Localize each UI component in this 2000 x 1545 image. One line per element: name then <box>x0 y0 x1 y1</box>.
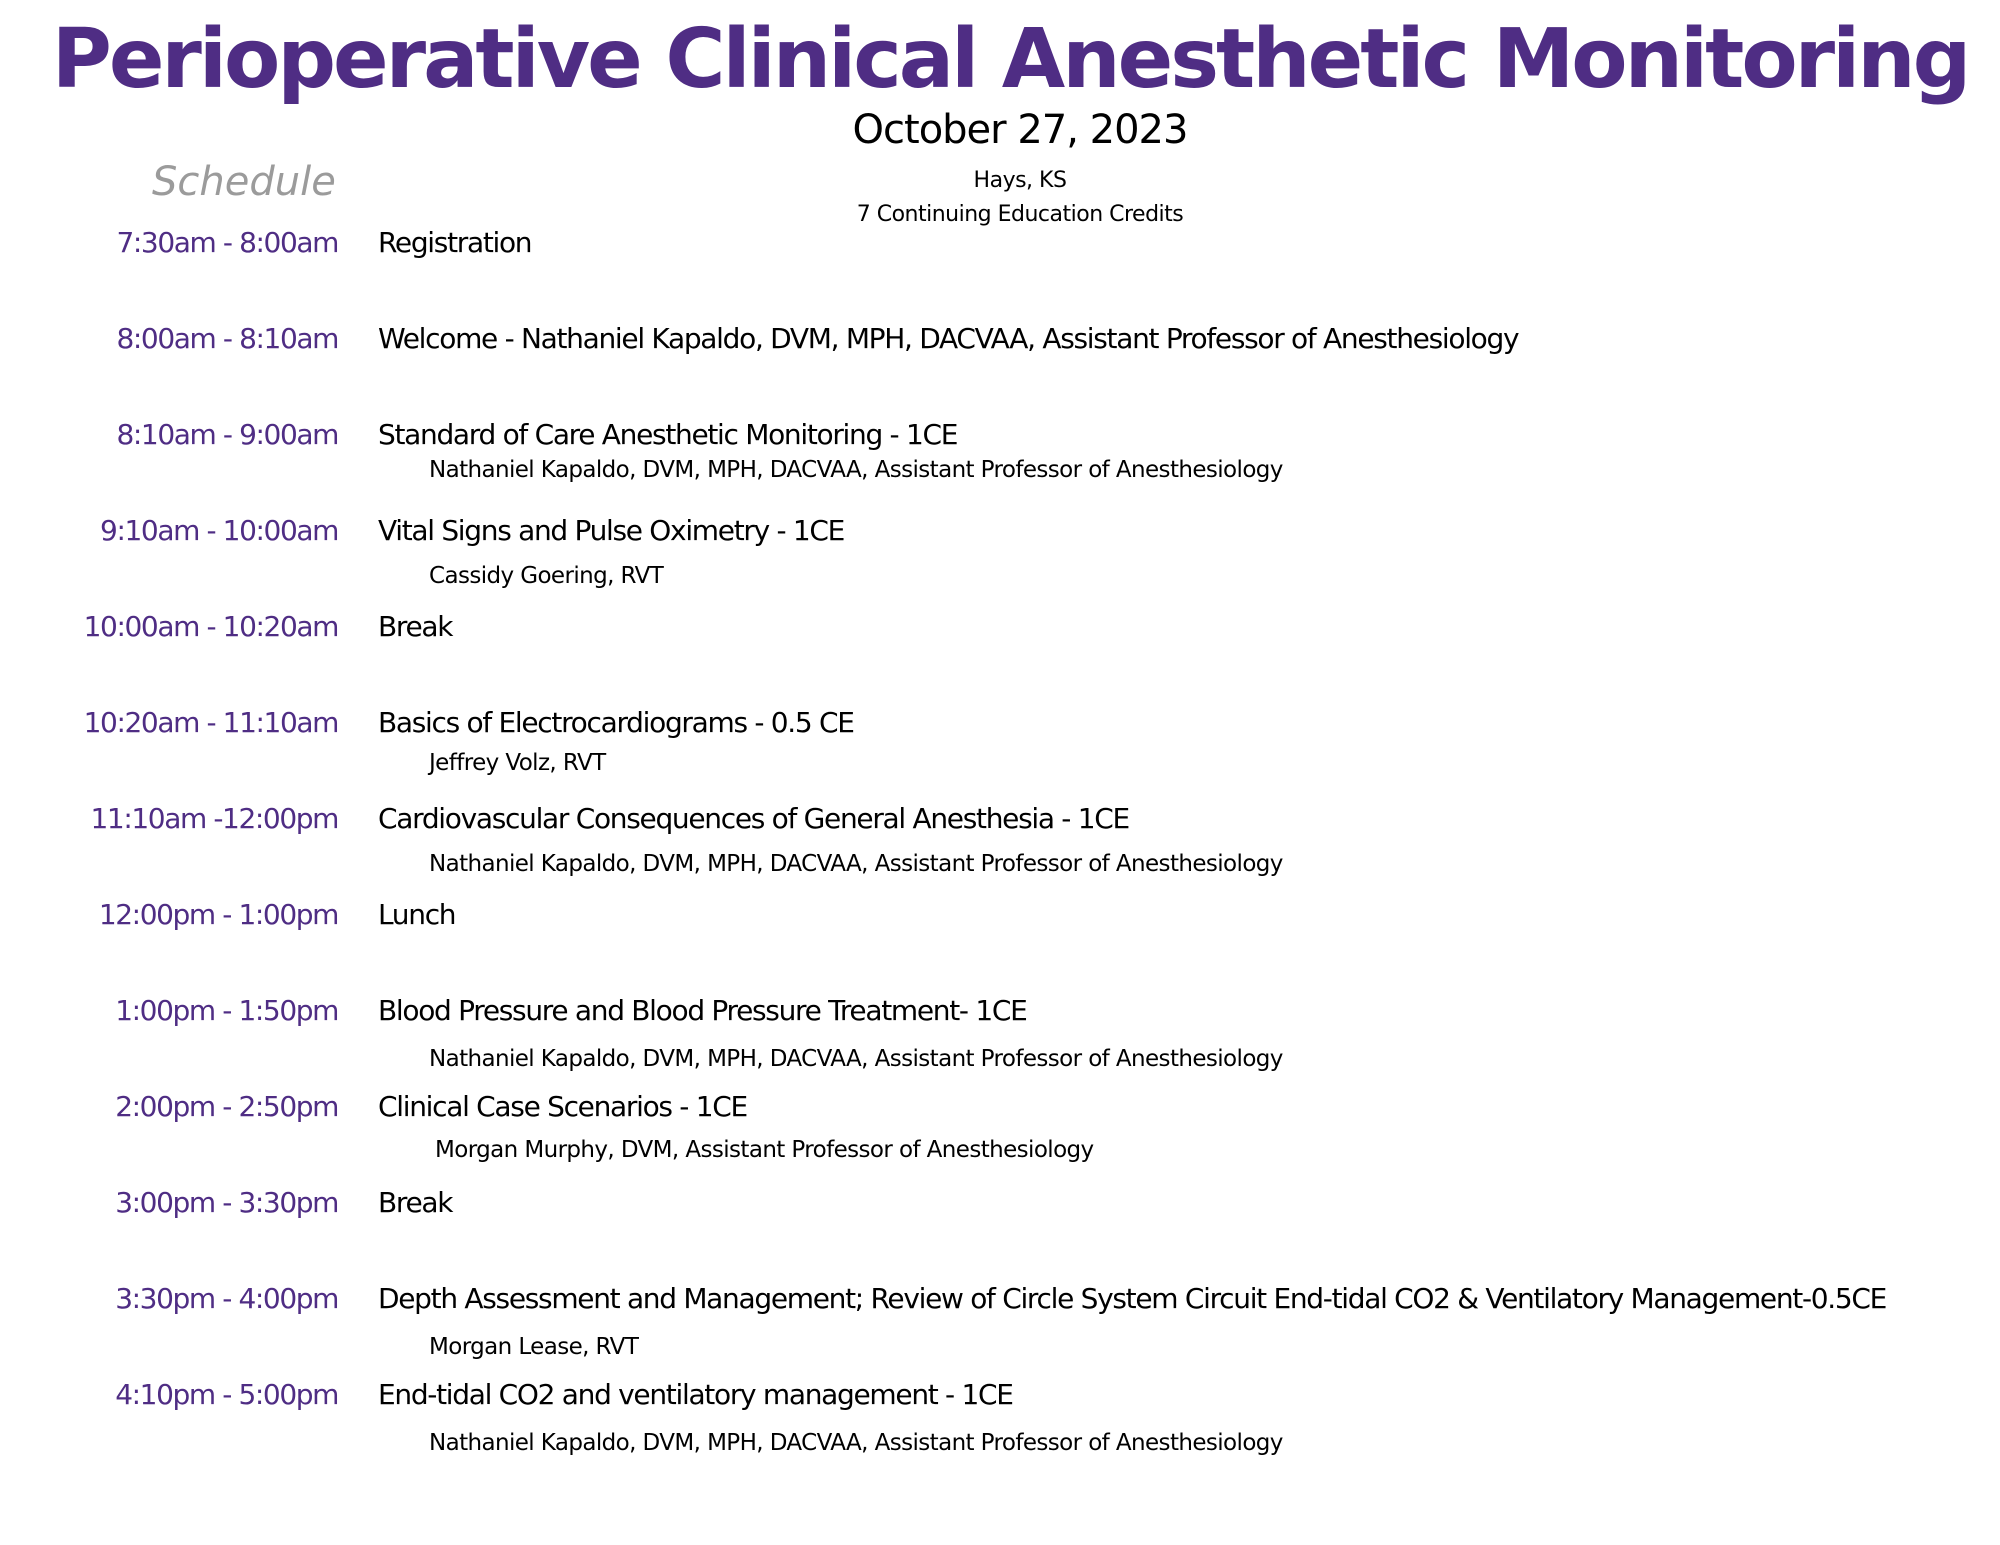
session-time: 11:10am -12:00pm <box>90 802 338 835</box>
session-time: 3:30pm - 4:00pm <box>115 1282 338 1315</box>
session-title: Blood Pressure and Blood Pressure Treatment- 1CE <box>378 994 1027 1027</box>
session-title: Lunch <box>378 898 456 931</box>
session-title: Basics of Electrocardiograms - 0.5 CE <box>378 706 854 739</box>
session-speaker: Nathaniel Kapaldo, DVM, MPH, DACVAA, Assistant Professor of Anesthesiology <box>429 457 1283 483</box>
session-title: Break <box>378 610 453 643</box>
event-credits: 7 Continuing Education Credits <box>856 202 1184 227</box>
schedule-row-standard-of-care <box>0 415 2000 455</box>
session-speaker: Nathaniel Kapaldo, DVM, MPH, DACVAA, Assistant Professor of Anesthesiology <box>429 1046 1283 1072</box>
session-title: Clinical Case Scenarios - 1CE <box>378 1090 747 1123</box>
schedule-row-cardiovascular <box>0 799 2000 839</box>
session-speaker: Nathaniel Kapaldo, DVM, MPH, DACVAA, Assistant Professor of Anesthesiology <box>429 851 1283 877</box>
session-title: End-tidal CO2 and ventilatory management - 1CE <box>378 1378 1013 1411</box>
session-title: Depth Assessment and Management; Review of Circle System Circuit End-tidal CO2 & Ventilatory Management-0.5CE <box>378 1282 1887 1315</box>
schedule-row-registration <box>0 223 2000 263</box>
session-speaker: Morgan Murphy, DVM, Assistant Professor of Anesthesiology <box>435 1137 1094 1163</box>
schedule-row-clinical-cases <box>0 1087 2000 1127</box>
session-title: Registration <box>378 226 532 259</box>
schedule-row-break-morning <box>0 607 2000 647</box>
session-time: 8:00am - 8:10am <box>116 322 338 355</box>
schedule-row-electrocardiograms <box>0 703 2000 743</box>
session-time: 10:20am - 11:10am <box>83 706 338 739</box>
session-title: Welcome - Nathaniel Kapaldo, DVM, MPH, DACVAA, Assistant Professor of Anesthesiology <box>378 322 1519 355</box>
schedule-row-depth-assessment <box>0 1279 2000 1319</box>
session-speaker: Jeffrey Volz, RVT <box>429 750 606 776</box>
session-time: 8:10am - 9:00am <box>116 418 338 451</box>
schedule-row-lunch <box>0 895 2000 935</box>
session-title: Standard of Care Anesthetic Monitoring - 1CE <box>378 418 958 451</box>
schedule-heading: Schedule <box>152 159 336 205</box>
page-title: Perioperative Clinical Anesthetic Monitoring <box>51 12 1969 107</box>
session-title: Break <box>378 1186 453 1219</box>
event-date: October 27, 2023 <box>852 107 1188 153</box>
session-time: 1:00pm - 1:50pm <box>115 994 338 1027</box>
session-time: 10:00am - 10:20am <box>83 610 338 643</box>
session-time: 9:10am - 10:00am <box>100 514 338 547</box>
schedule-row-welcome <box>0 319 2000 359</box>
session-speaker: Morgan Lease, RVT <box>429 1334 639 1360</box>
event-location: Hays, KS <box>973 168 1067 193</box>
session-time: 7:30am - 8:00am <box>116 226 338 259</box>
session-speaker: Nathaniel Kapaldo, DVM, MPH, DACVAA, Assistant Professor of Anesthesiology <box>429 1430 1283 1456</box>
session-speaker: Cassidy Goering, RVT <box>429 563 664 589</box>
session-title: Cardiovascular Consequences of General Anesthesia - 1CE <box>378 802 1129 835</box>
schedule-row-blood-pressure <box>0 991 2000 1031</box>
session-time: 3:00pm - 3:30pm <box>115 1186 338 1219</box>
session-time: 4:10pm - 5:00pm <box>115 1378 338 1411</box>
schedule-row-vital-signs <box>0 511 2000 551</box>
session-time: 12:00pm - 1:00pm <box>98 898 338 931</box>
schedule-row-end-tidal <box>0 1375 2000 1415</box>
session-time: 2:00pm - 2:50pm <box>115 1090 338 1123</box>
session-title: Vital Signs and Pulse Oximetry - 1CE <box>378 514 845 547</box>
schedule-row-break-afternoon <box>0 1183 2000 1223</box>
